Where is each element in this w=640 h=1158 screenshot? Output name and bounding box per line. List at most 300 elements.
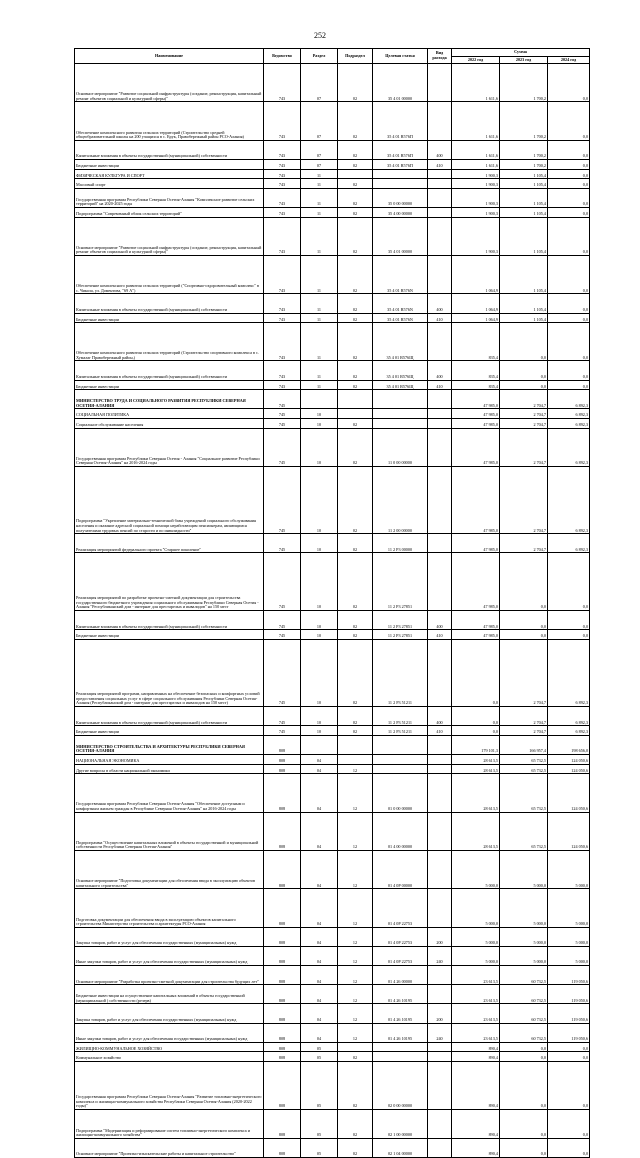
row-target <box>373 409 428 419</box>
row-target: 11 2 P3 27851 <box>373 630 428 640</box>
row-subsection: 02 <box>338 159 373 169</box>
table-row <box>75 611 590 630</box>
row-subsection: 02 <box>338 179 373 189</box>
row-target: 11 2 P3 27851 <box>373 611 428 630</box>
row-sum-2022: 23 613,5 <box>452 1023 500 1042</box>
row-subsection: 02 <box>338 467 373 534</box>
row-expense-type <box>428 217 452 255</box>
table-row <box>75 1042 590 1052</box>
row-subsection <box>338 735 373 754</box>
row-expense-type <box>428 428 452 466</box>
row-target <box>373 169 428 179</box>
row-sum-2022: 1 900,3 <box>452 179 500 189</box>
row-name: Бюджетные инвестиции <box>75 726 264 736</box>
row-section: 11 <box>301 380 338 390</box>
row-name: Основное мероприятие "Разработка проектно-сметной документации для строительства будущих лет" <box>75 966 264 985</box>
row-subsection <box>338 1042 373 1052</box>
row-sum-2024: 124 050,6 <box>548 764 590 774</box>
row-name: Капитальные вложения в объекты государственной (муниципальной) собственности <box>75 361 264 380</box>
row-expense-type <box>428 169 452 179</box>
row-sum-2023: 1 105,4 <box>500 313 548 323</box>
row-sum-2022: 1 611,6 <box>452 159 500 169</box>
row-sum-2024: 5 000,0 <box>548 927 590 946</box>
table-row <box>75 966 590 985</box>
row-section <box>301 735 338 754</box>
row-sum-2022: 23 613,5 <box>452 966 500 985</box>
row-sum-2022: 47 985,0 <box>452 409 500 419</box>
row-ministry: 745 <box>264 390 301 409</box>
row-name: Обеспечение комплексного развития сельских территорий ("Спортивно-оздоровительный комплекс" в с. Чикола, ул. Доментова, "69 А") <box>75 255 264 293</box>
row-name: Основное мероприятие "Проектно-изыскательские работы и капитальное строительство" <box>75 1138 264 1157</box>
row-subsection: 02 <box>338 639 373 706</box>
row-sum-2023: 60 732,5 <box>500 1004 548 1023</box>
row-section: 11 <box>301 255 338 293</box>
row-subsection <box>338 754 373 764</box>
row-sum-2024: 6 892,3 <box>548 390 590 409</box>
row-sum-2023: 1 700,2 <box>500 102 548 140</box>
row-target: 11 2 P3 51211 <box>373 726 428 736</box>
row-ministry: 745 <box>264 534 301 553</box>
row-subsection: 02 <box>338 534 373 553</box>
row-name: Основное мероприятие "Развитие социальной инфраструктуры (создание, реконструкция, капитальный ремонт объектов социальной и культурной сферы)" <box>75 217 264 255</box>
row-expense-type: 400 <box>428 361 452 380</box>
row-expense-type: 400 <box>428 294 452 313</box>
table-row <box>75 313 590 323</box>
row-name: Подпрограмма "Модернизация и реформирование систем топливно-энергетического комплекса и жилищно-коммунального хозяйства" <box>75 1110 264 1139</box>
row-target <box>373 390 428 409</box>
row-ministry: 808 <box>264 850 301 888</box>
row-expense-type <box>428 323 452 361</box>
row-target: 11 0 00 00000 <box>373 428 428 466</box>
row-ministry: 745 <box>264 726 301 736</box>
row-sum-2023: 5 000,0 <box>500 850 548 888</box>
row-sum-2022: 47 985,0 <box>452 428 500 466</box>
row-name: Бюджетные инвестиции <box>75 630 264 640</box>
row-sum-2022: 5 000,0 <box>452 850 500 888</box>
row-sum-2022: 28 613,5 <box>452 754 500 764</box>
table-row <box>75 140 590 159</box>
row-sum-2022: 1 900,3 <box>452 188 500 207</box>
header-sum: Сумма <box>452 49 590 57</box>
row-subsection: 02 <box>338 323 373 361</box>
row-sum-2024: 0,0 <box>548 217 590 255</box>
row-target: 01 4 26 10195 <box>373 1023 428 1042</box>
row-sum-2023: 0,0 <box>500 1042 548 1052</box>
row-expense-type: 410 <box>428 630 452 640</box>
row-sum-2024: 0,0 <box>548 140 590 159</box>
row-name: Основное мероприятие "Развитие социальной инфраструктуры (создание, реконструкция, капитальный ремонт объектов социальной и культурной сферы)" <box>75 64 264 102</box>
row-name: Подпрограмма "Современный облик сельских территорий" <box>75 207 264 217</box>
row-section: 05 <box>301 1062 338 1110</box>
row-target: 02 1 00 00000 <box>373 1110 428 1139</box>
row-sum-2022: 28 613,5 <box>452 812 500 850</box>
row-sum-2023: 0,0 <box>500 361 548 380</box>
row-sum-2022: 47 985,0 <box>452 611 500 630</box>
header-subsection: Подраздел <box>338 49 373 64</box>
row-sum-2024: 6 892,3 <box>548 726 590 736</box>
table-header <box>75 49 590 64</box>
row-sum-2022: 5 000,0 <box>452 889 500 927</box>
row-sum-2023: 0,0 <box>500 323 548 361</box>
row-ministry: 745 <box>264 706 301 725</box>
row-ministry: 808 <box>264 754 301 764</box>
row-name: Массовый спорт <box>75 179 264 189</box>
row-name: Реализация мероприятий по разработке проектно-сметной документации для строительства государственного бюджетного учреждения социального обслуживания Республики Северная Осетия - Алания "Республиканский дом - интернат для престарелых и инвалидов" на 150 мест <box>75 553 264 611</box>
table-row <box>75 1004 590 1023</box>
row-section: 10 <box>301 419 338 429</box>
row-section: 05 <box>301 1052 338 1062</box>
row-target: 35 4 01 R576П <box>373 159 428 169</box>
row-ministry: 743 <box>264 102 301 140</box>
table-row <box>75 1062 590 1110</box>
row-sum-2022: 1 064,9 <box>452 294 500 313</box>
row-name: Подготовка документации для обеспечения ввода в эксплуатацию объектов капитального строительства Министерства строительства и архитектуры РСО-Алания <box>75 889 264 927</box>
row-expense-type <box>428 735 452 754</box>
row-sum-2023: 65 732,5 <box>500 812 548 850</box>
header-ministry: Ведомство <box>264 49 301 64</box>
row-target: 01 4 0P 22753 <box>373 946 428 965</box>
row-target <box>373 179 428 189</box>
row-target <box>373 735 428 754</box>
row-sum-2024: 119 050,6 <box>548 1004 590 1023</box>
row-sum-2022: 5 000,0 <box>452 927 500 946</box>
row-ministry: 743 <box>264 207 301 217</box>
row-name: Реализация мероприятий федерального проекта "Старшее поколение" <box>75 534 264 553</box>
table-row <box>75 735 590 754</box>
row-subsection: 02 <box>338 726 373 736</box>
row-sum-2023: 0,0 <box>500 1062 548 1110</box>
row-ministry: 743 <box>264 380 301 390</box>
row-name: Бюджетные инвестиции <box>75 313 264 323</box>
header-section: Раздел <box>301 49 338 64</box>
row-section: 04 <box>301 966 338 985</box>
row-sum-2023: 0,0 <box>500 630 548 640</box>
row-target <box>373 764 428 774</box>
row-ministry: 743 <box>264 294 301 313</box>
row-target: 11 2 P3 27851 <box>373 553 428 611</box>
row-sum-2024: 5 000,0 <box>548 850 590 888</box>
row-expense-type: 240 <box>428 1023 452 1042</box>
row-target: 35 0 00 00000 <box>373 188 428 207</box>
row-subsection <box>338 409 373 419</box>
row-subsection: 02 <box>338 1062 373 1110</box>
row-subsection: 12 <box>338 812 373 850</box>
table-row <box>75 754 590 764</box>
row-target: 35 4 01 00000 <box>373 217 428 255</box>
row-name: Капитальные вложения в объекты государственной (муниципальной) собственности <box>75 706 264 725</box>
row-subsection: 02 <box>338 706 373 725</box>
row-expense-type: 200 <box>428 1004 452 1023</box>
row-subsection <box>338 169 373 179</box>
row-sum-2024: 6 892,3 <box>548 639 590 706</box>
row-target: 35 4 01 R576П <box>373 102 428 140</box>
row-expense-type <box>428 1042 452 1052</box>
table-body <box>75 64 590 1158</box>
row-subsection: 12 <box>338 850 373 888</box>
row-target: 01 4 00 00000 <box>373 812 428 850</box>
row-section: 07 <box>301 159 338 169</box>
row-expense-type <box>428 255 452 293</box>
row-subsection: 02 <box>338 217 373 255</box>
row-section: 11 <box>301 294 338 313</box>
row-section: 10 <box>301 409 338 419</box>
header-year-2023: 2023 год <box>500 57 548 64</box>
row-expense-type: 400 <box>428 140 452 159</box>
row-ministry: 743 <box>264 217 301 255</box>
row-ministry: 808 <box>264 1062 301 1110</box>
row-name: Государственная программа Республики Северная Осетия-Алания "Комплексное развитие сельских территорий" на 2020-2025 годы <box>75 188 264 207</box>
row-section: 04 <box>301 774 338 812</box>
table-row <box>75 409 590 419</box>
row-name: Капитальные вложения в объекты государственной (муниципальной) собственности <box>75 611 264 630</box>
row-section: 11 <box>301 313 338 323</box>
table-row <box>75 419 590 429</box>
row-expense-type <box>428 64 452 102</box>
row-sum-2023: 1 105,4 <box>500 179 548 189</box>
row-subsection <box>338 390 373 409</box>
row-sum-2022: 1 064,9 <box>452 313 500 323</box>
table-row <box>75 179 590 189</box>
table-row <box>75 774 590 812</box>
row-sum-2023: 1 700,2 <box>500 64 548 102</box>
row-sum-2023: 2 704,7 <box>500 428 548 466</box>
row-ministry: 745 <box>264 419 301 429</box>
row-section: 11 <box>301 169 338 179</box>
row-sum-2024: 0,0 <box>548 294 590 313</box>
row-sum-2024: 119 050,6 <box>548 1023 590 1042</box>
row-name: ЖИЛИЩНО-КОММУНАЛЬНОЕ ХОЗЯЙСТВО <box>75 1042 264 1052</box>
row-section: 07 <box>301 102 338 140</box>
row-section <box>301 390 338 409</box>
row-subsection: 12 <box>338 1023 373 1042</box>
row-name: Закупка товаров, работ и услуг для обеспечения государственных (муниципальных) нужд <box>75 927 264 946</box>
table-row <box>75 553 590 611</box>
row-sum-2023: 65 732,5 <box>500 764 548 774</box>
row-subsection: 12 <box>338 985 373 1004</box>
row-sum-2023: 2 704,7 <box>500 639 548 706</box>
row-name: Иные закупки товаров, работ и услуг для обеспечения государственных (муниципальных) нужд <box>75 1023 264 1042</box>
row-sum-2024: 0,0 <box>548 169 590 179</box>
row-name: Капитальные вложения в объекты государственной (муниципальной) собственности <box>75 140 264 159</box>
row-name: Государственная программа Республики Северная Осетия - Алания "Социальное развитие Республики Северная Осетия-Алания" на 2016-2024 годы <box>75 428 264 466</box>
row-section: 07 <box>301 140 338 159</box>
row-name: МИНИСТЕРСТВО СТРОИТЕЛЬСТВА И АРХИТЕКТУРЫ РЕСПУБЛИКИ СЕВЕРНАЯ ОСЕТИЯ-АЛАНИЯ <box>75 735 264 754</box>
row-expense-type <box>428 419 452 429</box>
row-sum-2024: 0,0 <box>548 64 590 102</box>
row-sum-2024: 124 050,6 <box>548 812 590 850</box>
page-number: 252 <box>314 31 326 40</box>
row-sum-2023: 2 704,7 <box>500 706 548 725</box>
row-ministry: 743 <box>264 361 301 380</box>
row-target: 35 4 01 R576Щ <box>373 361 428 380</box>
row-expense-type <box>428 409 452 419</box>
row-sum-2024: 124 050,6 <box>548 774 590 812</box>
table-row <box>75 985 590 1004</box>
row-target <box>373 754 428 764</box>
row-subsection: 12 <box>338 774 373 812</box>
row-sum-2023: 1 105,4 <box>500 188 548 207</box>
row-target: 01 0 00 00000 <box>373 774 428 812</box>
table-row <box>75 1138 590 1157</box>
row-sum-2023: 1 105,4 <box>500 207 548 217</box>
row-section: 05 <box>301 1042 338 1052</box>
header-name: Наименование <box>75 49 264 64</box>
row-sum-2024: 119 050,6 <box>548 966 590 985</box>
row-target: 01 4 0P 22753 <box>373 927 428 946</box>
row-name: Бюджетные инвестиции <box>75 380 264 390</box>
row-sum-2024: 6 892,3 <box>548 419 590 429</box>
table-row <box>75 217 590 255</box>
table-row <box>75 361 590 380</box>
row-section: 05 <box>301 1138 338 1157</box>
row-section: 11 <box>301 323 338 361</box>
row-subsection: 02 <box>338 380 373 390</box>
row-subsection: 02 <box>338 630 373 640</box>
row-sum-2023: 1 700,2 <box>500 140 548 159</box>
table-row <box>75 159 590 169</box>
row-name: СОЦИАЛЬНАЯ ПОЛИТИКА <box>75 409 264 419</box>
row-ministry: 745 <box>264 611 301 630</box>
row-sum-2024: 0,0 <box>548 255 590 293</box>
row-name: Бюджетные инвестиции <box>75 159 264 169</box>
row-subsection: 12 <box>338 764 373 774</box>
row-subsection: 02 <box>338 140 373 159</box>
row-section: 10 <box>301 639 338 706</box>
row-target: 35 4 01 R576Щ <box>373 380 428 390</box>
row-target <box>373 419 428 429</box>
row-section: 04 <box>301 927 338 946</box>
row-sum-2023: 5 000,0 <box>500 889 548 927</box>
row-expense-type: 410 <box>428 726 452 736</box>
row-subsection: 02 <box>338 1052 373 1062</box>
row-target: 35 4 00 00000 <box>373 207 428 217</box>
row-sum-2024: 0,0 <box>548 1042 590 1052</box>
row-expense-type <box>428 889 452 927</box>
row-sum-2022: 835,4 <box>452 361 500 380</box>
row-ministry: 808 <box>264 927 301 946</box>
row-expense-type: 410 <box>428 159 452 169</box>
row-section: 11 <box>301 217 338 255</box>
row-sum-2023: 2 704,7 <box>500 419 548 429</box>
row-sum-2022: 890,4 <box>452 1042 500 1052</box>
row-expense-type <box>428 1138 452 1157</box>
row-section: 10 <box>301 611 338 630</box>
row-section: 05 <box>301 1110 338 1139</box>
table-row <box>75 889 590 927</box>
row-sum-2022: 0,0 <box>452 726 500 736</box>
row-name: Закупка товаров, работ и услуг для обеспечения государственных (муниципальных) нужд <box>75 1004 264 1023</box>
row-sum-2023: 0,0 <box>500 1110 548 1139</box>
header-year-2022: 2022 год <box>452 57 500 64</box>
row-expense-type <box>428 390 452 409</box>
row-sum-2023: 65 732,5 <box>500 754 548 764</box>
row-name: ФИЗИЧЕСКАЯ КУЛЬТУРА И СПОРТ <box>75 169 264 179</box>
row-name: Обеспечение комплексного развития сельских территорий (Строительство спортивного комплекса в с. Хумалаг Правобережный район,) <box>75 323 264 361</box>
row-name: НАЦИОНАЛЬНАЯ ЭКОНОМИКА <box>75 754 264 764</box>
row-name: Подпрограмма "Осуществление капитальных вложений в объекты государственной и муниципальной собственности Республики Северная Осетия-Алания" <box>75 812 264 850</box>
row-section: 04 <box>301 812 338 850</box>
row-target <box>373 1052 428 1062</box>
row-ministry: 808 <box>264 1110 301 1139</box>
row-sum-2023: 1 105,4 <box>500 217 548 255</box>
row-sum-2024: 5 000,0 <box>548 889 590 927</box>
header-expense-type: Вид расхода <box>428 49 452 64</box>
row-section: 10 <box>301 706 338 725</box>
row-target: 01 4 26 10195 <box>373 1004 428 1023</box>
row-subsection: 02 <box>338 361 373 380</box>
row-expense-type <box>428 534 452 553</box>
row-sum-2024: 6 892,3 <box>548 706 590 725</box>
table-row <box>75 639 590 706</box>
row-target: 35 4 01 R576N <box>373 294 428 313</box>
row-section: 04 <box>301 1004 338 1023</box>
row-subsection: 02 <box>338 1110 373 1139</box>
row-expense-type <box>428 966 452 985</box>
row-subsection: 12 <box>338 889 373 927</box>
row-sum-2022: 179 101,3 <box>452 735 500 754</box>
row-target: 35 4 01 00000 <box>373 64 428 102</box>
row-sum-2022: 5 000,0 <box>452 946 500 965</box>
row-sum-2022: 1 611,6 <box>452 102 500 140</box>
row-sum-2022: 0,0 <box>452 706 500 725</box>
row-ministry: 808 <box>264 764 301 774</box>
row-target: 01 4 26 10195 <box>373 985 428 1004</box>
row-sum-2023: 2 704,7 <box>500 467 548 534</box>
row-ministry: 745 <box>264 409 301 419</box>
row-ministry: 808 <box>264 735 301 754</box>
row-sum-2022: 890,4 <box>452 1138 500 1157</box>
table-row <box>75 255 590 293</box>
row-target: 11 2 P3 51211 <box>373 706 428 725</box>
row-subsection: 12 <box>338 927 373 946</box>
row-sum-2022: 47 985,0 <box>452 419 500 429</box>
row-expense-type <box>428 1052 452 1062</box>
row-sum-2024: 0,0 <box>548 553 590 611</box>
row-ministry: 743 <box>264 179 301 189</box>
row-subsection: 02 <box>338 207 373 217</box>
row-target: 35 4 01 R576Щ <box>373 323 428 361</box>
row-target: 11 2 00 00000 <box>373 467 428 534</box>
table-row <box>75 726 590 736</box>
row-name: Реализация мероприятий программ, направленных на обеспечение безопасных и комфортных условий предоставления социальных услуг в сфере социального обслуживания Республики Северная Осетия-Алания (Республиканский дом - интернат для престарелых и инвалидов на 150 мест) <box>75 639 264 706</box>
table-row <box>75 207 590 217</box>
table-row <box>75 1023 590 1042</box>
row-ministry: 745 <box>264 553 301 611</box>
row-sum-2024: 6 892,3 <box>548 409 590 419</box>
row-sum-2024: 124 050,6 <box>548 754 590 764</box>
row-subsection: 12 <box>338 966 373 985</box>
budget-table <box>74 48 590 1158</box>
row-subsection: 12 <box>338 1004 373 1023</box>
row-target: 35 4 01 R576N <box>373 313 428 323</box>
table-row <box>75 706 590 725</box>
row-section: 10 <box>301 726 338 736</box>
row-subsection: 02 <box>338 188 373 207</box>
row-sum-2022: 835,4 <box>452 323 500 361</box>
row-ministry: 808 <box>264 1052 301 1062</box>
row-ministry: 743 <box>264 323 301 361</box>
row-sum-2023: 1 105,4 <box>500 255 548 293</box>
row-subsection: 02 <box>338 611 373 630</box>
row-target: 11 2 P3 00000 <box>373 534 428 553</box>
table-row <box>75 946 590 965</box>
row-target: 35 4 01 R576N <box>373 255 428 293</box>
row-ministry: 808 <box>264 1023 301 1042</box>
row-name: Другие вопросы в области национальной экономики <box>75 764 264 774</box>
row-ministry: 745 <box>264 428 301 466</box>
row-sum-2022: 47 985,0 <box>452 630 500 640</box>
table-row <box>75 294 590 313</box>
